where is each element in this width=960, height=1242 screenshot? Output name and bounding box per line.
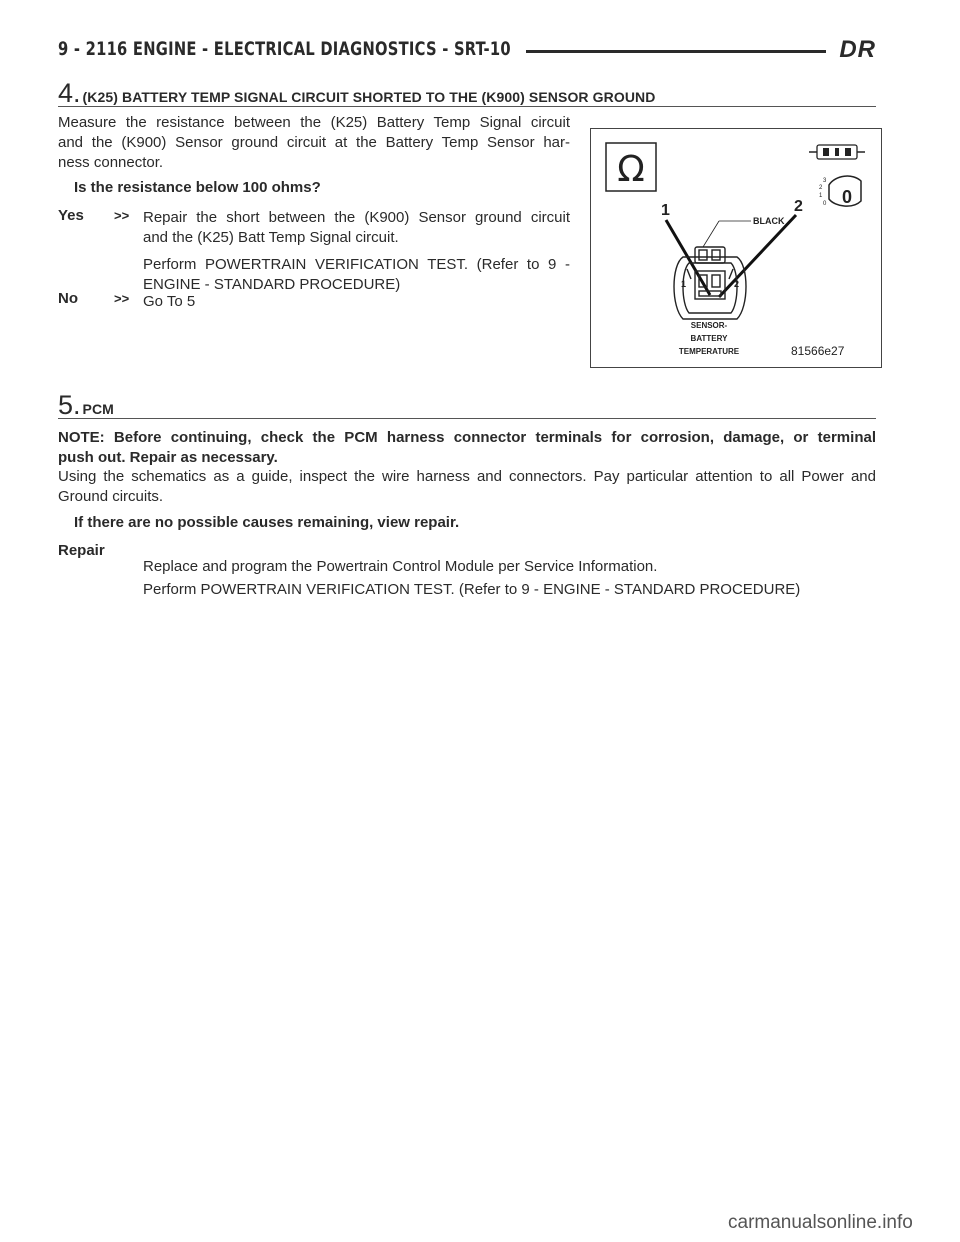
para-line1: Using the schematics as a guide, inspect the wire harness and connectors. Pay particular attention to all Power and — [58, 468, 876, 485]
step5-number: 5. — [58, 390, 81, 420]
yes-arrow: >> — [114, 208, 130, 223]
wire-color-label: BLACK — [753, 216, 785, 226]
caption-line1: SENSOR- — [690, 321, 728, 330]
yes-line2: and the (K25) Batt Temp Signal circuit. — [143, 229, 399, 246]
yes-label: Yes — [58, 207, 84, 224]
step5-heading — [58, 390, 876, 419]
no-label: No — [58, 290, 78, 307]
pin1-label: 1 — [661, 202, 670, 219]
repair-line1: Replace and program the Powertrain Control Module per Service Information. — [143, 558, 658, 575]
cavity1-label: 1 — [681, 279, 687, 289]
yes-line1: Repair the short between the (K900) Sensor ground circuit — [143, 209, 570, 226]
step5-title: PCM — [82, 401, 114, 417]
page-header-title: 9 - 2116 ENGINE - ELECTRICAL DIAGNOSTICS - SRT-10 — [58, 38, 511, 60]
step4-title: (K25) BATTERY TEMP SIGNAL CIRCUIT SHORTED TO THE (K900) SENSOR GROUND — [82, 89, 656, 105]
note-line2: push out. Repair as necessary. — [58, 449, 278, 466]
para-line2: Ground circuits. — [58, 488, 164, 505]
pin2-label: 2 — [794, 198, 803, 215]
watermark: carmanualsonline.info — [728, 1212, 913, 1233]
meter-scale-2: 2 — [819, 185, 823, 191]
no-arrow: >> — [114, 291, 130, 306]
step4-heading — [58, 78, 876, 107]
step4-number: 4. — [58, 78, 81, 108]
meter-scale-3: 3 — [823, 178, 827, 184]
meter-reading: 0 — [841, 187, 853, 207]
figure-id: 81566e27 — [791, 344, 845, 358]
page-header — [58, 38, 876, 64]
note-line1: NOTE: Before continuing, check the PCM harness connector terminals for corrosion, damage, or terminal — [58, 429, 876, 446]
caption-line2: BATTERY — [690, 334, 728, 343]
yes-line3: Perform POWERTRAIN VERIFICATION TEST. (Refer to 9 - — [143, 256, 570, 273]
probe-wire-2 — [719, 215, 796, 297]
step4-line3: ness connector. — [58, 154, 164, 171]
step4-description — [58, 113, 570, 173]
ohm-icon: Ω — [617, 149, 645, 190]
step4-line2: and the (K900) Sensor ground circuit at the Battery Temp Sensor har- — [58, 134, 570, 151]
step4-line1: Measure the resistance between the (K25) Battery Temp Signal circuit — [58, 114, 570, 131]
no-instruction: Go To 5 — [143, 293, 196, 310]
repair-line2: Perform POWERTRAIN VERIFICATION TEST. (Refer to 9 - ENGINE - STANDARD PROCEDURE) — [143, 581, 801, 598]
step5-note — [58, 428, 876, 468]
caption-line3: TEMPERATURE — [678, 347, 740, 356]
yes-line4: ENGINE - STANDARD PROCEDURE) — [143, 276, 401, 293]
meter-dial-icon — [819, 176, 861, 207]
meter-probe-icon — [809, 145, 865, 159]
step5-question: If there are no possible causes remaining, view repair. — [74, 514, 460, 531]
repair-label: Repair — [58, 542, 105, 559]
step4-question: Is the resistance below 100 ohms? — [74, 179, 321, 196]
yes-instructions — [143, 208, 570, 295]
connector-diagram — [591, 129, 881, 367]
meter-scale-0: 0 — [823, 201, 827, 207]
step5-paragraph — [58, 467, 876, 507]
connector-figure — [590, 128, 882, 368]
header-badge: DR — [839, 36, 876, 63]
meter-scale-1: 1 — [819, 193, 823, 199]
header-rule — [526, 50, 826, 53]
cavity2-label: 2 — [734, 279, 740, 289]
